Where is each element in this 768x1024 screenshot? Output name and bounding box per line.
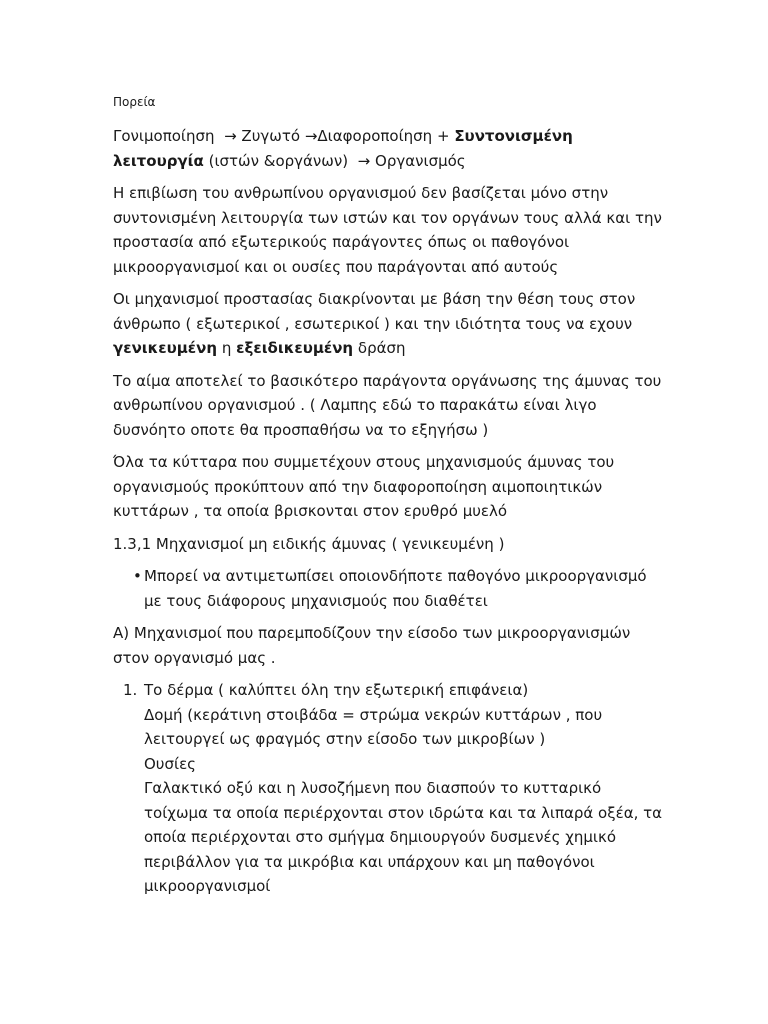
flow-paragraph bbox=[113, 124, 668, 173]
paragraph-survival: Η επιβίωση του ανθρωπίνου οργανισμού δεν βασίζεται μόνο στην συντονισμένη λειτουργία των ιστών και τον οργάνων τους αλλά και την προστασία από εξωτερικούς παράγοντες όπως οι παθογόνοι μικροοργανισμοί και οι ουσίες που παράγονται από αυτούς bbox=[113, 184, 662, 276]
flow-step-fertilization: Γονιμοποίηση bbox=[113, 127, 215, 145]
paragraph-cells: Όλα τα κύτταρα που συμμετέχουν στους μηχανισμούς άμυνας του οργανισμούς προκύπτουν από την διαφοροποίηση αιμοποιητικών κυττάρων , τα οποία βρισκονται στον ερυθρό μυελό bbox=[113, 453, 615, 520]
list-item bbox=[113, 564, 668, 613]
flow-step-organism: Οργανισμός bbox=[375, 151, 466, 170]
bullet-icon: • bbox=[133, 567, 142, 585]
term-generalized: γενικευμένη bbox=[113, 339, 218, 357]
arrow-icon: → bbox=[224, 127, 237, 145]
document-page bbox=[113, 92, 668, 899]
list-item bbox=[113, 678, 668, 899]
substances-heading: Ουσίες bbox=[144, 754, 196, 773]
numbered-list bbox=[113, 678, 668, 899]
flow-step-coordinated-function: Συντονισμένη λειτουργία bbox=[113, 127, 573, 170]
bullet-text: Μπορεί να αντιμετωπίσει οποιονδήποτε παθογόνο μικροοργανισμό με τους διάφορους μηχανισμούς που διαθέτει bbox=[144, 567, 647, 610]
flow-step-differentiation: Διαφοροποίηση + bbox=[317, 127, 450, 145]
skin-heading: Το δέρμα ( καλύπτει όλη την εξωτερική επιφάνεια) bbox=[144, 681, 529, 699]
arrow-icon: → bbox=[304, 127, 318, 145]
list-number: 1. bbox=[123, 681, 138, 699]
small-heading: Πορεία bbox=[113, 95, 156, 109]
skin-structure: Δομή (κεράτινη στοιβάδα = στρώμα νεκρών κυττάρων , που λειτουργεί ως φραγμός στην είσοδο των μικροβίων ) bbox=[144, 705, 603, 748]
paragraph-barrier-mechanisms: Α) Μηχανισμοί που παρεμποδίζουν την είσοδο των μικροοργανισμών στον οργανισμό μας . bbox=[113, 624, 631, 667]
connector-or: η bbox=[221, 339, 232, 357]
paragraph-mechanisms-text: Οι μηχανισμοί προστασίας διακρίνονται με βάση την θέση τους στον άνθρωπο ( εξωτερικοί , εσωτερικοί ) και την ιδιότητα τους να εχουν bbox=[113, 290, 636, 333]
paragraph-mechanisms-tail: δράση bbox=[357, 339, 406, 357]
substances-text: Γαλακτικό οξύ και η λυσοζήμενη που διασπούν το κυτταρικό τοίχωμα τα οποία περιέρχονται στον ιδρώτα και τα λιπαρά οξέα, τα οποία περιέρχονται στο σμήγμα δημιουργούν δυσμενές χημικό περιβάλλον για τα μικρόβια και υπάρχουν και μη παθογόνοι μικροοργανισμοί bbox=[144, 779, 663, 895]
term-specialized: εξειδικευμένη bbox=[236, 339, 354, 357]
section-title: 1.3,1 Μηχανισμοί μη ειδικής άμυνας ( γενικευμένη ) bbox=[113, 534, 505, 553]
bullet-list bbox=[113, 564, 668, 613]
arrow-icon: → bbox=[357, 151, 371, 170]
paragraph-mechanisms bbox=[113, 287, 668, 361]
paragraph-blood: Το αίμα αποτελεί το βασικότερο παράγοντα οργάνωσης της άμυνας του ανθρωπίνου οργανισμού . ( Λαμπης εδώ το παρακάτω είναι λιγο δυσνόητο οποτε θα προσπαθήσω να το εξηγήσω ) bbox=[113, 371, 662, 439]
flow-step-zygote: Ζυγωτό bbox=[241, 127, 301, 145]
flow-step-tissues-organs: (ιστών &οργάνων) bbox=[208, 151, 349, 170]
